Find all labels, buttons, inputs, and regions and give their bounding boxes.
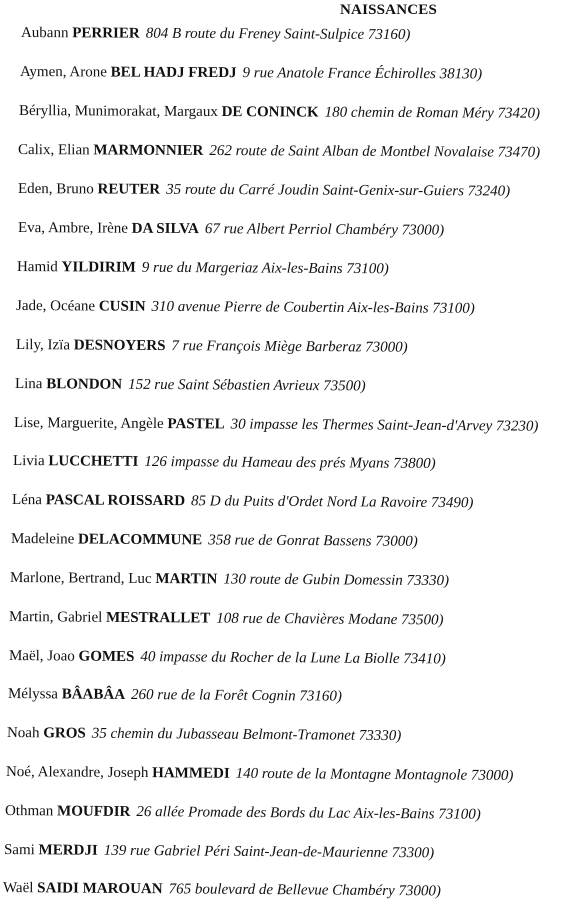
birth-entry bbox=[15, 374, 366, 396]
document-heading: NAISSANCES bbox=[340, 2, 438, 18]
surname: MERDJI bbox=[38, 842, 98, 859]
surname: DA SILVA bbox=[131, 220, 199, 238]
surname: PASTEL bbox=[167, 416, 225, 433]
birth-entry bbox=[16, 296, 475, 319]
given-names: Calix, Elian bbox=[17, 142, 90, 159]
address: 26 allée Promade des Bords du Lac Aix-les-Bains 73100) bbox=[136, 804, 481, 823]
birth-entry bbox=[18, 140, 540, 163]
address: 9 rue Anatole France Échirolles 38130) bbox=[242, 65, 483, 83]
birth-entry bbox=[17, 257, 389, 279]
given-names: Maël, Joao bbox=[8, 648, 75, 665]
birth-entry bbox=[6, 762, 514, 786]
address: 67 rue Albert Perriol Chambéry 73000) bbox=[204, 221, 445, 239]
address: 140 route de la Montagne Montagnole 73000) bbox=[235, 765, 514, 784]
surname: BEL HADJ FREDJ bbox=[110, 64, 237, 82]
address: 765 boulevard de Bellevue Chambéry 73000) bbox=[168, 881, 441, 900]
surname: SAIDI MAROUAN bbox=[37, 880, 163, 898]
birth-entry bbox=[9, 646, 446, 669]
address: 180 chemin de Roman Méry 73420) bbox=[324, 104, 541, 122]
birth-entry bbox=[21, 23, 411, 45]
surname: GOMES bbox=[78, 648, 135, 665]
surname: GROS bbox=[43, 725, 86, 742]
surname: MESTRALLET bbox=[105, 609, 211, 627]
surname: LUCCHETTI bbox=[48, 453, 139, 470]
address: 35 route du Carré Joudin Saint-Genix-sur-Guiers 73240) bbox=[166, 181, 511, 200]
birth-entry bbox=[11, 529, 418, 552]
address: 139 rue Gabriel Péri Saint-Jean-de-Maurienne 73300) bbox=[103, 842, 435, 862]
given-names: Noé, Alexandre, Joseph bbox=[5, 764, 149, 782]
surname: BLONDON bbox=[46, 376, 123, 393]
given-names: Noah bbox=[6, 725, 40, 742]
address: 85 D du Puits d'Ordet Nord La Ravoire 73490) bbox=[191, 493, 474, 512]
address: 108 rue de Chavières Modane 73500) bbox=[216, 610, 444, 629]
given-names: Hamid bbox=[16, 259, 58, 276]
birth-entry bbox=[18, 218, 444, 241]
surname: HAMMEDI bbox=[152, 765, 230, 782]
address: 804 B route du Freney Saint-Sulpice 73160) bbox=[145, 25, 411, 44]
birth-entry bbox=[19, 101, 540, 124]
birth-entry bbox=[18, 179, 510, 202]
address: 310 avenue Pierre de Coubertin Aix-les-Bains 73100) bbox=[151, 298, 475, 317]
given-names: Marlone, Bertrand, Luc bbox=[9, 570, 152, 587]
birth-entry bbox=[5, 801, 481, 825]
address: 358 rue de Gonrat Bassens 73000) bbox=[208, 532, 418, 550]
surname: MARTIN bbox=[155, 571, 218, 588]
birth-entry bbox=[9, 607, 444, 630]
given-names: Martin, Gabriel bbox=[8, 609, 103, 626]
address: 30 impasse les Thermes Saint-Jean-d'Arvey 73230) bbox=[230, 416, 539, 435]
birth-entry bbox=[20, 62, 482, 84]
surname: DE CONINCK bbox=[221, 104, 319, 121]
given-names: Eva, Ambre, Irène bbox=[17, 220, 128, 237]
surname: PERRIER bbox=[72, 25, 140, 42]
surname: YILDIRIM bbox=[61, 259, 136, 276]
address: 35 chemin du Jubasseau Belmont-Tramonet 73330) bbox=[91, 725, 402, 745]
given-names: Béryllia, Munimorakat, Margaux bbox=[18, 103, 218, 121]
given-names: Eden, Bruno bbox=[17, 181, 94, 198]
surname: MARMONNIER bbox=[93, 142, 204, 159]
address: 260 rue de la Forêt Cognin 73160) bbox=[131, 686, 342, 705]
address: 7 rue François Miège Barberaz 73000) bbox=[171, 338, 408, 356]
birth-entry bbox=[13, 451, 436, 474]
given-names: Aymen, Arone bbox=[19, 64, 107, 81]
surname: REUTER bbox=[97, 181, 161, 198]
surname: PASCAL ROISSARD bbox=[45, 492, 186, 510]
given-names: Lily, Izïa bbox=[15, 337, 71, 354]
address: 152 rue Saint Sébastien Avrieux 73500) bbox=[128, 376, 366, 395]
given-names: Jade, Océane bbox=[15, 298, 96, 315]
address: 40 impasse du Rocher de la Lune La Biolle 73410) bbox=[140, 649, 446, 668]
given-names: Sami bbox=[3, 842, 35, 859]
address: 126 impasse du Hameau des prés Myans 73800) bbox=[144, 453, 436, 472]
given-names: Othman bbox=[4, 803, 54, 820]
birth-entry bbox=[7, 723, 401, 746]
address: 130 route de Gubin Domessin 73330) bbox=[223, 571, 450, 590]
birth-entry bbox=[14, 413, 539, 437]
given-names: Lise, Marguerite, Angèle bbox=[13, 415, 164, 433]
given-names: Lina bbox=[14, 376, 43, 393]
given-names: Waël bbox=[2, 880, 34, 897]
address: 9 rue du Margeriaz Aix-les-Bains 73100) bbox=[141, 259, 389, 278]
birth-entry bbox=[8, 684, 342, 707]
birth-entry bbox=[12, 490, 474, 513]
birth-entry bbox=[10, 568, 449, 591]
surname: DELACOMMUNE bbox=[78, 531, 203, 549]
given-names: Aubann bbox=[20, 25, 69, 42]
birth-entry bbox=[4, 840, 434, 863]
birth-entry bbox=[16, 335, 408, 358]
given-names: Léna bbox=[11, 492, 43, 509]
given-names: Livia bbox=[12, 453, 45, 470]
surname: MOUFDIR bbox=[57, 803, 131, 820]
surname: CUSIN bbox=[98, 298, 146, 315]
given-names: Mélyssa bbox=[7, 686, 59, 703]
given-names: Madeleine bbox=[10, 531, 75, 548]
surname: DESNOYERS bbox=[73, 337, 166, 355]
address: 262 route de Saint Alban de Montbel Novalaise 73470) bbox=[209, 143, 541, 161]
birth-entry bbox=[3, 878, 441, 901]
surname: BÂABÂA bbox=[61, 686, 126, 703]
